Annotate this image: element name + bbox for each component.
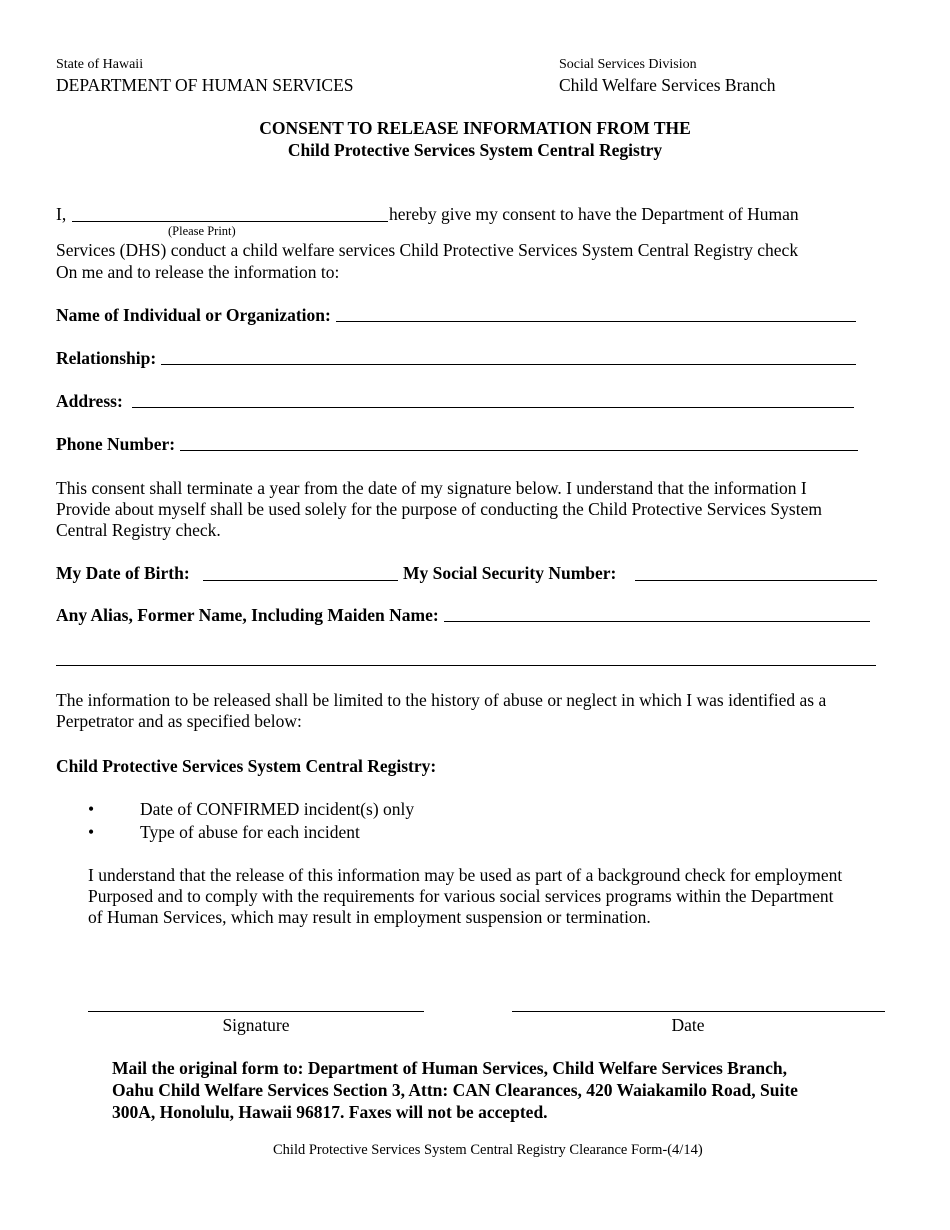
dob-label: My Date of Birth: — [56, 563, 190, 583]
alias-field-continued[interactable] — [56, 650, 876, 666]
relationship-label: Relationship: — [56, 348, 157, 368]
division-label: Social Services Division — [559, 57, 697, 72]
limits-line1: The information to be released shall be limited to the history of abuse or neglect in which I was identified as a — [56, 690, 827, 710]
ssn-label: My Social Security Number: — [403, 563, 617, 583]
please-print-hint: (Please Print) — [168, 224, 236, 238]
registry-heading: Child Protective Services System Central Registry: — [56, 756, 437, 776]
phone-label: Phone Number: — [56, 434, 176, 454]
terms-line3: Central Registry check. — [56, 520, 221, 540]
address-row — [56, 391, 854, 412]
alias-row — [56, 605, 870, 626]
limits-line2: Perpetrator and as specified below: — [56, 711, 302, 731]
signature-field[interactable] — [88, 1011, 424, 1012]
bullet-marker: • — [88, 799, 95, 819]
registry-item-confirmed-date: Date of CONFIRMED incident(s) only — [140, 799, 415, 819]
consent-suffix: hereby give my consent to have the Department of Human — [389, 204, 799, 224]
understand-line3: of Human Services, which may result in employment suspension or termination. — [88, 907, 651, 927]
phone-field[interactable] — [180, 436, 858, 451]
recipient-name-row — [56, 305, 856, 326]
address-field[interactable] — [132, 393, 854, 408]
terms-line1: This consent shall terminate a year from the date of my signature below. I understand that the information I — [56, 478, 807, 498]
alias-field[interactable] — [444, 607, 870, 622]
consent-line3: On me and to release the information to: — [56, 262, 340, 282]
form-title-line1: CONSENT TO RELEASE INFORMATION FROM THE — [259, 118, 691, 138]
phone-row — [56, 434, 858, 455]
understand-line2: Purposed and to comply with the requirements for various social services programs within the Department — [88, 886, 834, 906]
mail-line1: Mail the original form to: Department of Human Services, Child Welfare Services Branch, — [112, 1058, 787, 1078]
signature-label: Signature — [222, 1015, 290, 1035]
understand-line1: I understand that the release of this information may be used as part of a background check for employment — [88, 865, 843, 885]
state-label: State of Hawaii — [56, 57, 144, 72]
recipient-name-field[interactable] — [336, 307, 856, 322]
date-field[interactable] — [512, 1011, 885, 1012]
relationship-field[interactable] — [161, 350, 856, 365]
consent-line2: Services (DHS) conduct a child welfare services Child Protective Services System Central Registry check — [56, 240, 799, 260]
terms-paragraph — [56, 478, 822, 541]
understand-paragraph — [88, 865, 842, 928]
dob-field[interactable] — [203, 565, 398, 581]
address-label: Address: — [56, 391, 123, 411]
branch-label: Child Welfare Services Branch — [559, 75, 776, 95]
consenter-name-field[interactable] — [72, 206, 388, 222]
form-title-line2: Child Protective Services System Central Registry — [287, 140, 663, 160]
relationship-row — [56, 348, 856, 369]
terms-line2: Provide about myself shall be used solely for the purpose of conducting the Child Protective Services System — [56, 499, 822, 519]
form-footer: Child Protective Services System Central Registry Clearance Form-(4/14) — [273, 1142, 703, 1158]
alias-label: Any Alias, Former Name, Including Maiden Name: — [56, 605, 439, 625]
date-label: Date — [671, 1015, 705, 1035]
mail-line3: 300A, Honolulu, Hawaii 96817. Faxes will not be accepted. — [112, 1102, 548, 1122]
ssn-field[interactable] — [635, 565, 877, 581]
mail-instructions — [112, 1057, 798, 1123]
consent-prefix: I, — [56, 204, 67, 224]
registry-item-abuse-type: Type of abuse for each incident — [140, 822, 360, 842]
bullet-marker: • — [88, 822, 95, 842]
limits-paragraph — [56, 690, 826, 732]
mail-line2: Oahu Child Welfare Services Section 3, Attn: CAN Clearances, 420 Waiakamilo Road, Suite — [112, 1080, 798, 1100]
recipient-name-label: Name of Individual or Organization: — [56, 305, 331, 325]
department-label: DEPARTMENT OF HUMAN SERVICES — [56, 75, 354, 95]
